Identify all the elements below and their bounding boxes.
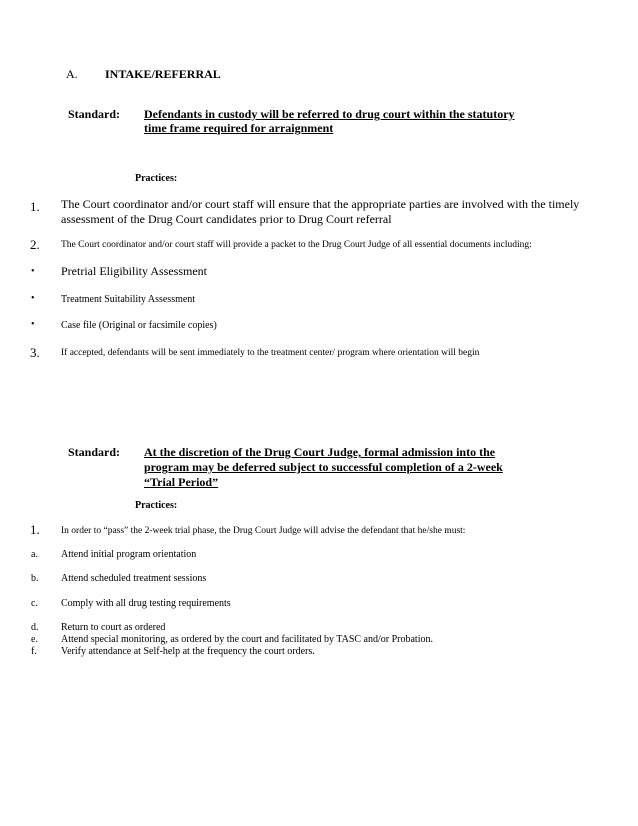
list-item: In order to “pass” the 2-week trial phase, the Drug Court Judge will advise the defendant that he/she must: bbox=[61, 526, 466, 536]
list-item: Treatment Suitability Assessment bbox=[61, 294, 196, 305]
list-marker: b. bbox=[31, 573, 39, 584]
standard-text-line: Defendants in custody will be referred to drug court within the statutory bbox=[144, 107, 515, 121]
list-item: Attend initial program orientation bbox=[61, 549, 197, 560]
list-item: assessment of the Drug Court candidates prior to Drug Court referral bbox=[61, 212, 392, 226]
standard-text-line: “Trial Period” bbox=[144, 475, 219, 489]
list-marker: e. bbox=[31, 634, 38, 645]
list-item: Case file (Original or facsimile copies) bbox=[61, 320, 217, 331]
standard-text-line: At the discretion of the Drug Court Judge, formal admission into the bbox=[144, 445, 496, 459]
section-title: INTAKE/REFERRAL bbox=[105, 67, 221, 81]
list-marker: 2. bbox=[30, 237, 40, 252]
list-marker: 1. bbox=[30, 522, 40, 537]
list-item: Pretrial Eligibility Assessment bbox=[61, 264, 207, 278]
practices-heading: Practices: bbox=[135, 173, 178, 184]
bullet-icon: • bbox=[31, 319, 35, 330]
list-item: Attend special monitoring, as ordered by the court and facilitated by TASC and/or Probation. bbox=[61, 634, 433, 645]
list-item: The Court coordinator and/or court staff will provide a packet to the Drug Court Judge of all essential documents including: bbox=[61, 240, 532, 250]
list-marker: d. bbox=[31, 622, 39, 633]
bullet-icon: • bbox=[31, 293, 35, 304]
bullet-icon: • bbox=[31, 266, 35, 277]
standard-text-line: time frame required for arraignment bbox=[144, 121, 334, 135]
list-marker: a. bbox=[31, 549, 38, 560]
list-item: Return to court as ordered bbox=[61, 622, 166, 633]
practices-heading: Practices: bbox=[135, 500, 178, 511]
section-letter: A. bbox=[66, 67, 78, 81]
list-marker: 3. bbox=[30, 345, 40, 360]
standard-label: Standard: bbox=[68, 445, 121, 459]
list-marker: c. bbox=[31, 598, 38, 609]
list-item: Comply with all drug testing requirements bbox=[61, 598, 231, 609]
list-item: Verify attendance at Self-help at the frequency the court orders. bbox=[61, 646, 315, 657]
list-marker: f. bbox=[31, 646, 37, 657]
standard-label: Standard: bbox=[68, 107, 121, 121]
list-item: If accepted, defendants will be sent immediately to the treatment center/ program where orientation will begin bbox=[61, 348, 480, 358]
list-item: Attend scheduled treatment sessions bbox=[61, 573, 207, 584]
standard-text-line: program may be deferred subject to successful completion of a 2-week bbox=[144, 460, 503, 474]
list-item: The Court coordinator and/or court staff will ensure that the appropriate parties are involved with the timely bbox=[61, 197, 580, 211]
list-marker: 1. bbox=[30, 199, 40, 214]
